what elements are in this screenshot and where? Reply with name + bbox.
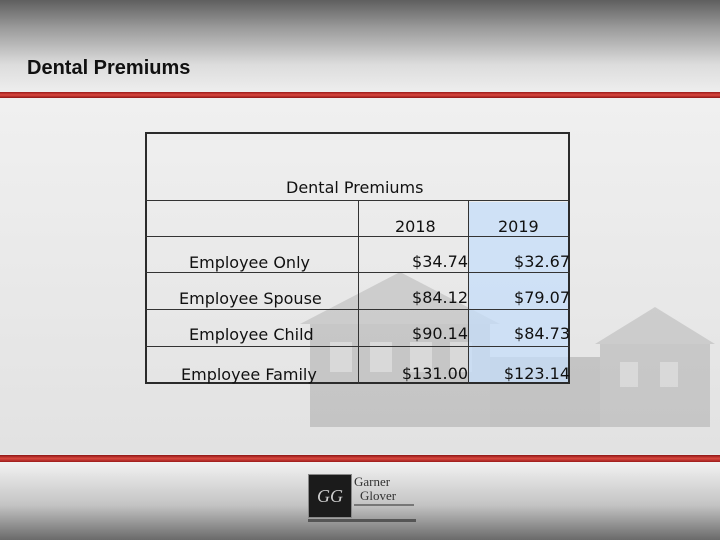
logo-foot-rule (308, 519, 416, 522)
logo-monogram: GG (308, 474, 352, 518)
company-logo (308, 474, 416, 522)
slide-title: Dental Premiums (27, 57, 191, 79)
premium-2018: $131.00 (401, 364, 468, 383)
column-header-2019: 2019 (498, 217, 539, 236)
row-label: Employee Spouse (179, 289, 322, 308)
table-rule (358, 200, 359, 384)
premium-2018: $34.74 (412, 252, 468, 271)
premium-2019: $79.07 (514, 288, 570, 307)
table-rule (468, 200, 469, 384)
logo-name-line2: Glover (360, 488, 397, 503)
footer-divider (0, 455, 720, 462)
row-label: Employee Child (189, 325, 314, 344)
row-label: Employee Only (189, 253, 310, 272)
row-label: Employee Family (181, 365, 317, 384)
premium-2019: $123.14 (503, 364, 570, 383)
premium-2019: $32.67 (514, 252, 570, 271)
table-caption: Dental Premiums (286, 178, 424, 197)
logo-name-line1: Garner (354, 474, 391, 489)
premium-2019: $84.73 (514, 324, 570, 343)
premium-2018: $84.12 (412, 288, 468, 307)
column-header-2018: 2018 (395, 217, 436, 236)
premium-2018: $90.14 (412, 324, 468, 343)
logo-tagline-rule (354, 504, 414, 506)
